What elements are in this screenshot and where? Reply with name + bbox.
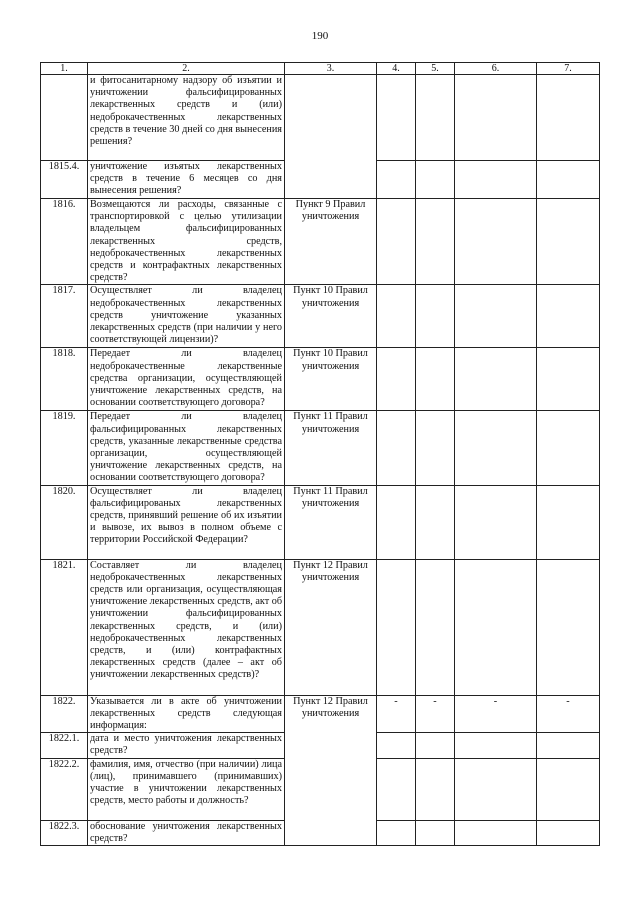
question-text: и фитосанитарному надзору об изъятии и уничтожении фальсифицированных лекарственных средств и (или) недоброкачественных лекарственных средств в течение 30 дней со дня вынесения решения? [88, 75, 285, 161]
answer-cell [455, 285, 537, 348]
header-cell: 4. [377, 63, 416, 75]
header-cell: 6. [455, 63, 537, 75]
reference-cell: Пункт 9 Правил уничтожения [285, 199, 377, 285]
answer-cell [377, 199, 416, 285]
header-cell: 1. [41, 63, 88, 75]
answer-dash: - [455, 695, 537, 733]
table-row [41, 348, 600, 411]
answer-cell [537, 161, 600, 199]
table-row [41, 695, 600, 733]
answer-cell [455, 733, 537, 758]
row-number: 1817. [41, 285, 88, 348]
answer-dash: - [377, 695, 416, 733]
row-number: 1819. [41, 411, 88, 485]
answer-dash: - [537, 695, 600, 733]
question-text: Осуществляет ли владелец недоброкачественных лекарственных средств уничтожение указанных лекарственных средств (при наличии у него соответствующей лицензии)? [88, 285, 285, 348]
answer-cell [455, 75, 537, 161]
question-text: дата и место уничтожения лекарственных средств? [88, 733, 285, 758]
answer-cell [416, 75, 455, 161]
table-row [41, 285, 600, 348]
answer-cell [537, 348, 600, 411]
reference-cell: Пункт 12 Правил уничтожения [285, 559, 377, 695]
row-number: 1815.4. [41, 161, 88, 199]
answer-cell [537, 199, 600, 285]
answer-dash: - [416, 695, 455, 733]
reference-cell: Пункт 10 Правил уничтожения [285, 348, 377, 411]
question-text: Передает ли владелец фальсифицированных лекарственных средств, указанные лекарственные средства организации, осуществляющей уничтожение лекарственных средств, на основании соответствующего договора? [88, 411, 285, 485]
answer-cell [455, 411, 537, 485]
answer-cell [377, 820, 416, 845]
answer-cell [455, 348, 537, 411]
answer-cell [416, 758, 455, 820]
reference-cell: Пункт 10 Правил уничтожения [285, 285, 377, 348]
header-cell: 3. [285, 63, 377, 75]
row-number: 1822.3. [41, 820, 88, 845]
reference-cell: Пункт 11 Правил уничтожения [285, 485, 377, 559]
row-number: 1818. [41, 348, 88, 411]
answer-cell [455, 820, 537, 845]
answer-cell [377, 285, 416, 348]
checklist-table [40, 62, 600, 846]
answer-cell [377, 758, 416, 820]
answer-cell [416, 161, 455, 199]
reference-cell: Пункт 11 Правил уничтожения [285, 411, 377, 485]
header-cell: 7. [537, 63, 600, 75]
answer-cell [377, 411, 416, 485]
answer-cell [455, 161, 537, 199]
question-text: фамилия, имя, отчество (при наличии) лица (лиц), принимавшего (принимавших) участие в уничтожении лекарственных средств, место работы и должность? [88, 758, 285, 820]
answer-cell [377, 733, 416, 758]
reference-cell [285, 75, 377, 199]
answer-cell [537, 75, 600, 161]
answer-cell [537, 820, 600, 845]
row-number: 1816. [41, 199, 88, 285]
answer-cell [416, 733, 455, 758]
question-text: Составляет ли владелец недоброкачественных лекарственных средств или организация, осуществляющая уничтожение лекарственных средств, акт об уничтожении фальсифицированных лекарственных средств, и (или) недоброкачественных лекарственных средств, и (или) контрафактных лекарственных средств (далее – акт об уничтожении лекарственных средств)? [88, 559, 285, 695]
question-text: Возмещаются ли расходы, связанные с транспортировкой с целью утилизации владельцем фальсифицированных лекарственных средств, недоброкачественных лекарственных средств и контрафактных лекарственных средств? [88, 199, 285, 285]
answer-cell [537, 733, 600, 758]
answer-cell [416, 411, 455, 485]
answer-cell [537, 485, 600, 559]
answer-cell [416, 820, 455, 845]
answer-cell [416, 199, 455, 285]
answer-cell [455, 559, 537, 695]
table-row [41, 485, 600, 559]
page-number: 190 [311, 30, 329, 42]
row-number: 1821. [41, 559, 88, 695]
row-number: 1822.2. [41, 758, 88, 820]
reference-cell: Пункт 12 Правил уничтожения [285, 695, 377, 845]
answer-cell [537, 411, 600, 485]
header-cell: 5. [416, 63, 455, 75]
answer-cell [377, 348, 416, 411]
question-text: Осуществляет ли владелец фальсифицированых лекарственных средств, принявший решение об их изъятии и вывозе, их вывоз в полном объеме с территории Российской Федерации? [88, 485, 285, 559]
table-row [41, 75, 600, 161]
answer-cell [537, 758, 600, 820]
question-text: Передает ли владелец недоброкачественные лекарственные средства организации, осуществляющей уничтожение лекарственных средств, на основании соответствующего договора? [88, 348, 285, 411]
header-cell: 2. [88, 63, 285, 75]
answer-cell [416, 485, 455, 559]
answer-cell [455, 199, 537, 285]
answer-cell [377, 75, 416, 161]
answer-cell [416, 559, 455, 695]
table-row [41, 411, 600, 485]
question-text: обоснование уничтожения лекарственных средств? [88, 820, 285, 845]
answer-cell [455, 485, 537, 559]
row-number: 1822. [41, 695, 88, 733]
answer-cell [377, 485, 416, 559]
row-number [41, 75, 88, 161]
question-text: уничтожение изъятых лекарственных средств в течение 6 месяцев со дня вынесения решения? [88, 161, 285, 199]
answer-cell [416, 285, 455, 348]
row-number: 1822.1. [41, 733, 88, 758]
row-number: 1820. [41, 485, 88, 559]
question-text: Указывается ли в акте об уничтожении лекарственных средств следующая информация: [88, 695, 285, 733]
answer-cell [537, 285, 600, 348]
answer-cell [416, 348, 455, 411]
table-row [41, 199, 600, 285]
answer-cell [377, 161, 416, 199]
header-row [41, 63, 600, 75]
answer-cell [455, 758, 537, 820]
table-row [41, 559, 600, 695]
answer-cell [377, 559, 416, 695]
answer-cell [537, 559, 600, 695]
